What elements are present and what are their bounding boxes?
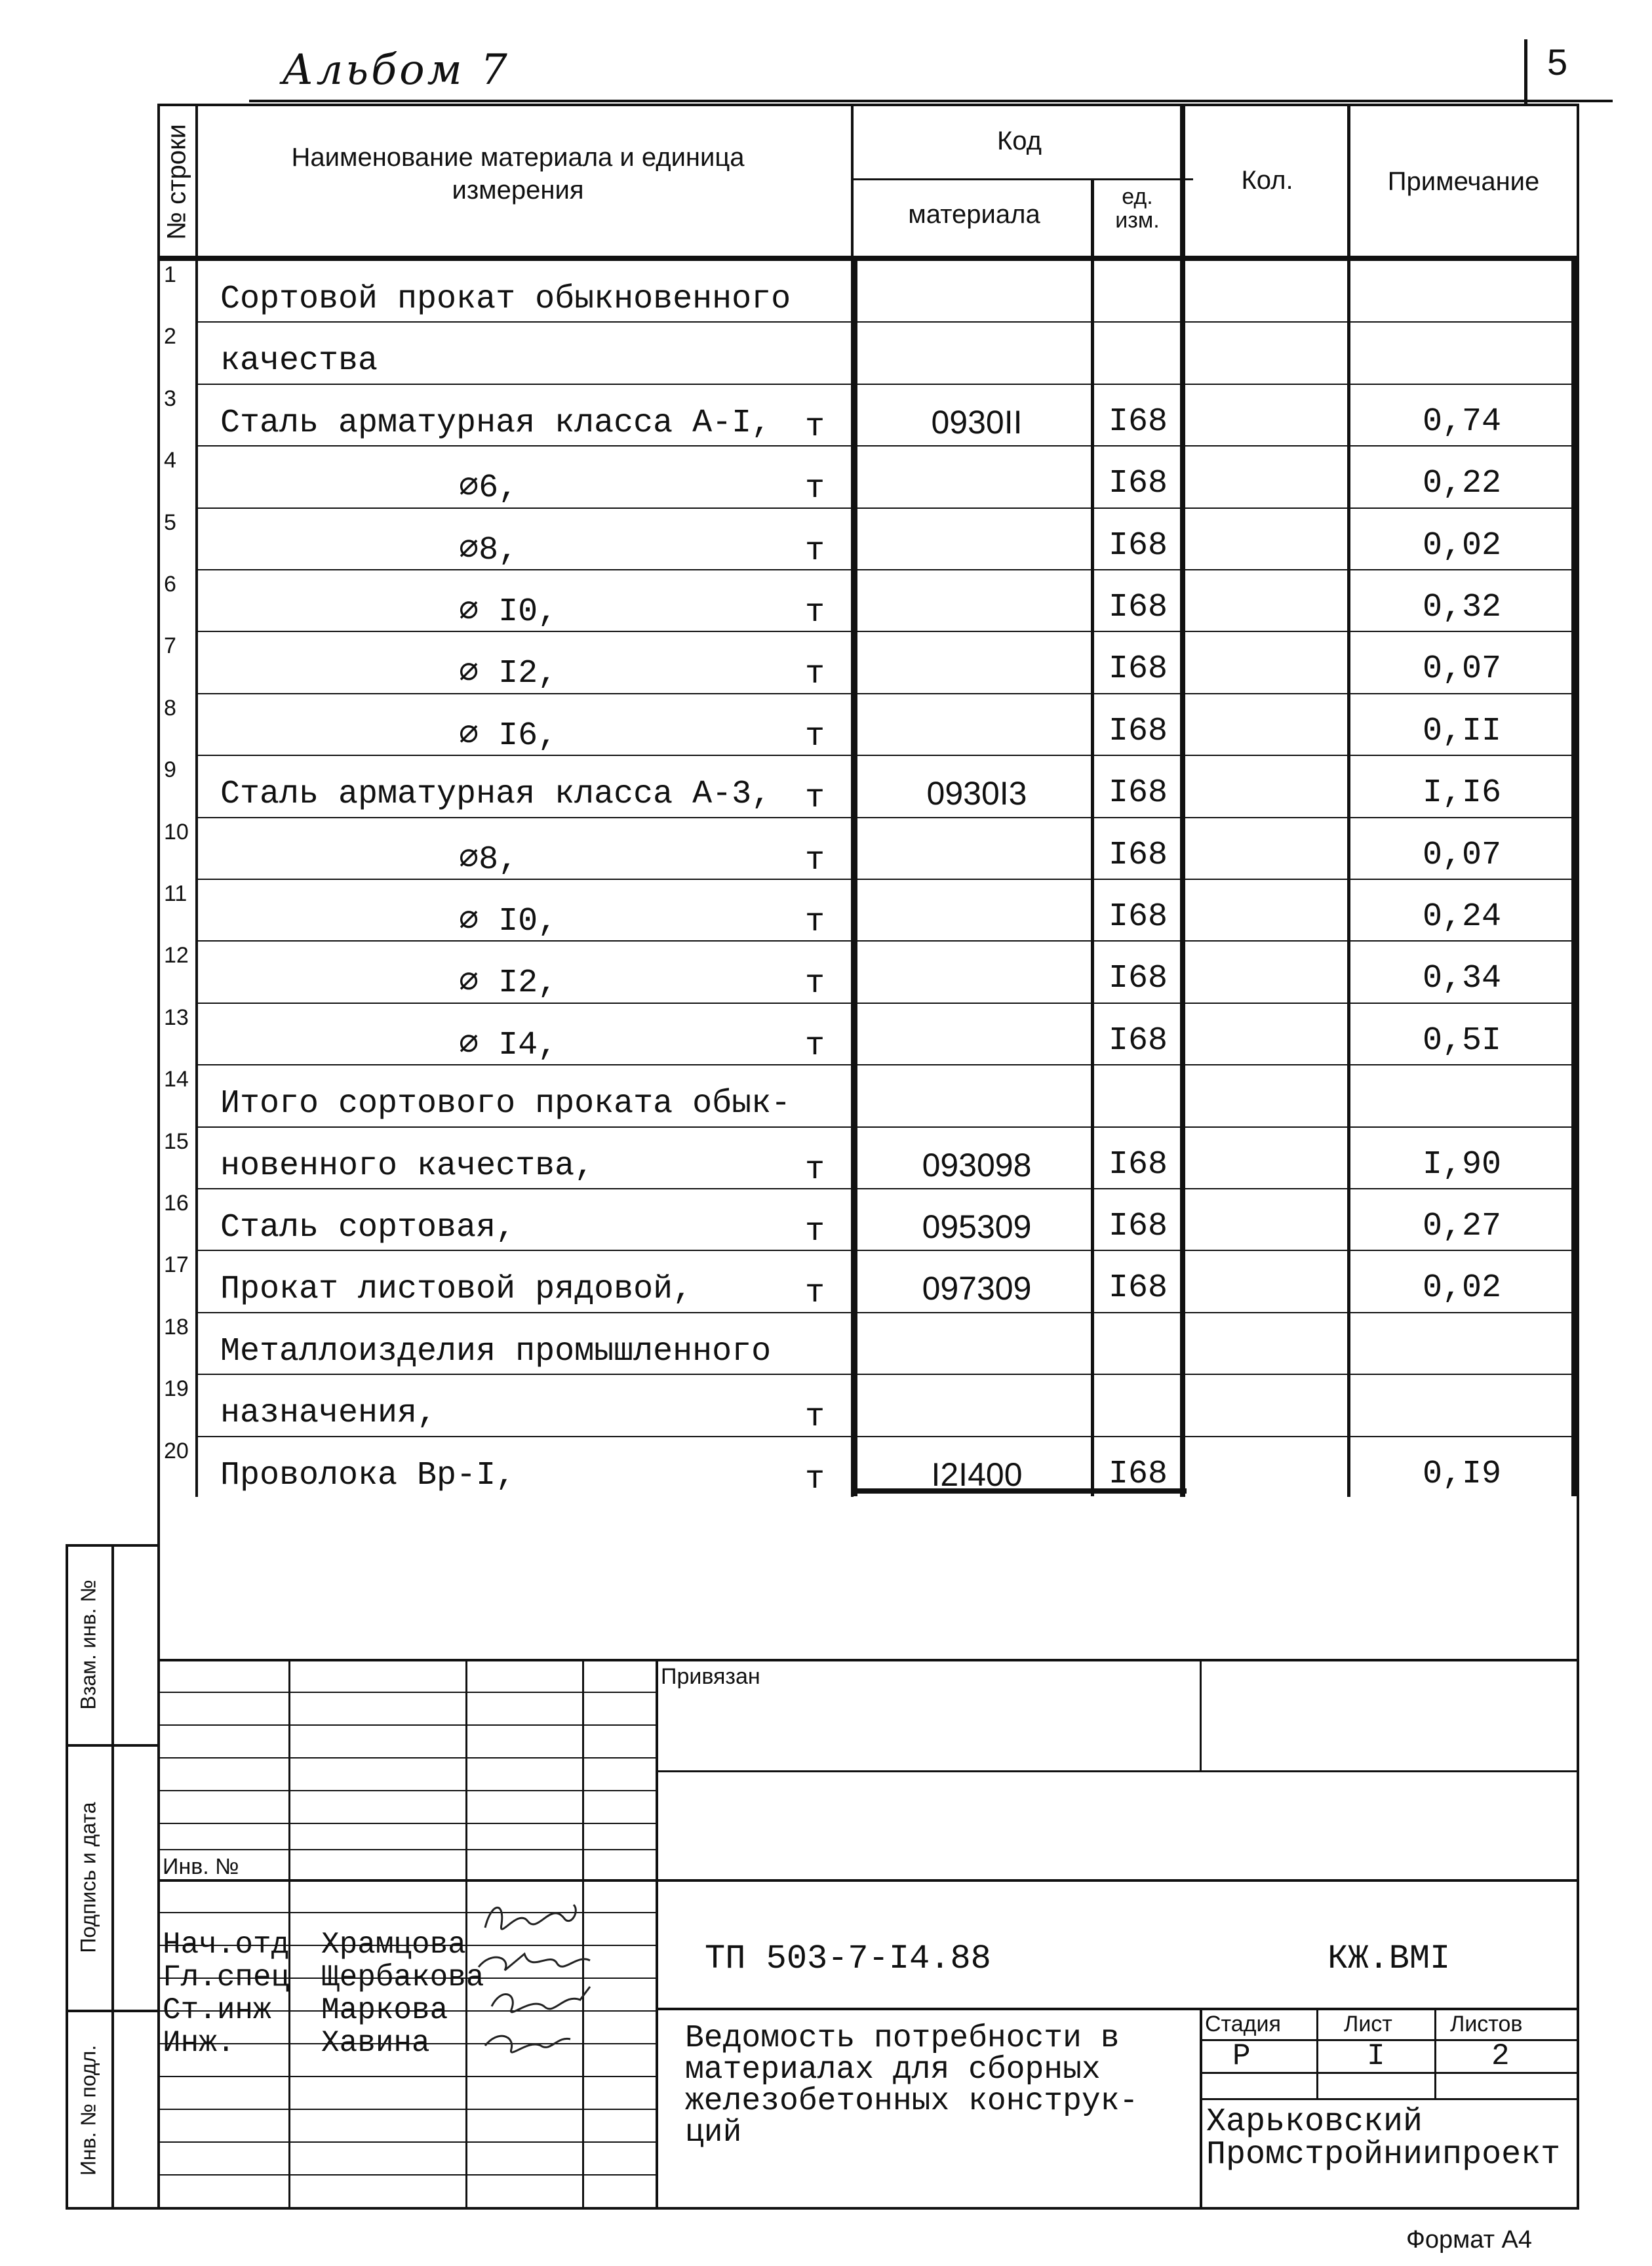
name-khramtsova: Храмцова	[321, 1928, 466, 1962]
inv-no-label: Инв. №	[163, 1854, 239, 1879]
unit-code: I68	[1108, 774, 1168, 812]
note-value: 0,32	[1422, 589, 1502, 626]
unit: т	[805, 656, 825, 693]
title-line-4: ций	[685, 2115, 742, 2151]
unit-code: I68	[1108, 650, 1168, 688]
format-label: Формат А4	[1406, 2226, 1533, 2254]
stage-label: Стадия	[1205, 2012, 1281, 2037]
unit: т	[805, 842, 825, 879]
code-unit-header: ед. изм.	[1115, 184, 1160, 233]
row-number-header: № строки	[162, 124, 191, 240]
row-separator	[197, 445, 1577, 447]
row-separator	[197, 1436, 1577, 1437]
note-header: Примечание	[1387, 167, 1540, 196]
row-number: 14	[164, 1067, 189, 1092]
unit-code: I68	[1108, 837, 1168, 874]
material-name: качества	[220, 342, 378, 380]
row-number: 18	[164, 1315, 189, 1340]
material-name: назначения,	[220, 1395, 437, 1432]
role-gl-spets: Гл.спец	[163, 1960, 290, 1995]
unit-code: I68	[1108, 403, 1168, 441]
row-separator	[197, 631, 1577, 632]
page-number: 5	[1547, 41, 1568, 83]
signature-khavina	[485, 2036, 570, 2052]
row-number: 11	[164, 881, 187, 906]
unit: т	[805, 1027, 825, 1065]
material-code: 0930II	[931, 404, 1023, 441]
unit: т	[805, 594, 825, 631]
row-separator	[197, 817, 1577, 818]
privyazan-label: Привязан	[661, 1664, 760, 1689]
material-name: ⌀ I4,	[459, 1027, 558, 1064]
unit-code: I68	[1108, 713, 1168, 750]
unit: т	[805, 1461, 825, 1498]
note-value: 0,5I	[1422, 1022, 1502, 1060]
note-value: 0,02	[1422, 1269, 1502, 1307]
row-number: 13	[164, 1005, 189, 1030]
name-header: Наименование материала и единица измерения	[291, 143, 745, 205]
material-name: ⌀6,	[459, 469, 519, 507]
organization	[1206, 2103, 1561, 2174]
role-st-inzh: Ст.инж	[163, 1993, 271, 2027]
material-name: Проволока Вр-I,	[220, 1457, 516, 1494]
unit-code: I68	[1108, 465, 1168, 502]
document-mark: КЖ.ВМI	[1328, 1939, 1451, 1978]
album-underline	[249, 100, 1613, 102]
material-name: Прокат листовой рядовой,	[220, 1271, 693, 1308]
row-number: 5	[164, 510, 176, 535]
material-name: ⌀ I0,	[459, 903, 558, 940]
material-name: Сталь арматурная класса А-3,	[220, 776, 772, 813]
row-separator	[197, 693, 1577, 694]
row-separator	[197, 1064, 1577, 1065]
unit: т	[805, 470, 825, 507]
row-number: 4	[164, 448, 176, 473]
unit-code: I68	[1108, 527, 1168, 565]
row-separator	[197, 569, 1577, 570]
row-number: 9	[164, 757, 176, 782]
unit-code: I68	[1108, 1456, 1168, 1493]
note-value: 0,07	[1422, 837, 1502, 874]
note-value: I,90	[1422, 1146, 1502, 1183]
signature-khramtsova	[485, 1905, 576, 1929]
note-value: 0,24	[1422, 898, 1502, 936]
row-number: 16	[164, 1191, 189, 1216]
row-separator	[197, 321, 1577, 323]
material-name: ⌀ I0,	[459, 593, 558, 631]
unit-code: I68	[1108, 960, 1168, 997]
material-name: Сталь сортовая,	[220, 1209, 516, 1246]
row-number: 8	[164, 696, 176, 721]
material-name: Сортовой прокат обыкновенного	[220, 281, 791, 318]
note-value: 0,74	[1422, 403, 1502, 441]
podpis-data-label: Подпись и дата	[76, 1802, 100, 1953]
signature-markova	[492, 1987, 590, 2012]
material-name: ⌀ I6,	[459, 717, 558, 755]
unit-code: I68	[1108, 1269, 1168, 1307]
note-value: 0,27	[1422, 1208, 1502, 1245]
name-khavina: Хавина	[321, 2026, 430, 2060]
note-value: 0,07	[1422, 650, 1502, 688]
row-number: 7	[164, 633, 176, 658]
sheet-value: I	[1367, 2039, 1385, 2073]
material-name: ⌀ I2,	[459, 964, 558, 1002]
unit: т	[805, 1151, 825, 1189]
name-shcherbakova: Щербакова	[321, 1960, 484, 1995]
material-name: новенного качества,	[220, 1147, 595, 1185]
signatures	[465, 1888, 636, 2072]
unit: т	[805, 718, 825, 755]
row-number: 17	[164, 1252, 189, 1277]
row-separator	[197, 1126, 1577, 1128]
row-number: 2	[164, 324, 176, 349]
note-value: 0,22	[1422, 465, 1502, 502]
stage-value: Р	[1232, 2039, 1251, 2073]
organization-line-1: Харьковский	[1206, 2103, 1423, 2141]
signature-shcherbakova	[479, 1954, 590, 1970]
name-markova: Маркова	[321, 1993, 448, 2027]
material-name: ⌀8,	[459, 532, 519, 569]
vzam-inv-label: Взам. инв. №	[76, 1580, 100, 1710]
row-separator	[197, 755, 1577, 756]
unit-code: I68	[1108, 1022, 1168, 1060]
title-line-2: материалах для сборных	[685, 2052, 1101, 2088]
row-number: 1	[164, 262, 176, 287]
qty-header: Кол.	[1241, 166, 1293, 195]
unit: т	[805, 1399, 825, 1436]
row-separator	[197, 1250, 1577, 1251]
title-line-1: Ведомость потребности в	[685, 2021, 1120, 2056]
row-separator	[197, 507, 1577, 509]
row-number: 20	[164, 1439, 189, 1463]
sheets-label: Листов	[1450, 2012, 1523, 2037]
role-inzh: Инж.	[163, 2026, 235, 2060]
material-code: 097309	[922, 1270, 1032, 1307]
unit: т	[805, 1213, 825, 1250]
unit-code: I68	[1108, 1146, 1168, 1183]
unit: т	[805, 532, 825, 570]
unit: т	[805, 1275, 825, 1312]
unit-code: I68	[1108, 589, 1168, 626]
row-number: 15	[164, 1129, 189, 1154]
material-code: 095309	[922, 1208, 1032, 1245]
code-header: Код	[996, 127, 1042, 155]
row-separator	[197, 879, 1577, 880]
page-number-divider	[1524, 39, 1527, 105]
row-separator	[197, 384, 1577, 385]
sheets-value: 2	[1491, 2039, 1510, 2073]
row-separator	[197, 1374, 1577, 1375]
row-number: 6	[164, 572, 176, 597]
role-nach-otd: Нач.отд	[163, 1928, 290, 1962]
inv-podl-label: Инв. № подл.	[76, 2044, 100, 2176]
material-name: ⌀8,	[459, 841, 519, 879]
album-title: Альбом 7	[282, 46, 510, 94]
document-code: ТП 503-7-I4.88	[705, 1939, 991, 1978]
unit: т	[805, 780, 825, 817]
organization-line-2: Промстройниипроект	[1206, 2136, 1561, 2174]
row-separator	[197, 1312, 1577, 1313]
unit: т	[805, 408, 825, 446]
row-number: 3	[164, 386, 176, 411]
row-number: 19	[164, 1376, 189, 1401]
unit: т	[805, 904, 825, 941]
note-value: 0,II	[1422, 713, 1502, 750]
sheet-label: Лист	[1344, 2012, 1392, 2037]
material-code: 0930I3	[926, 775, 1027, 812]
row-separator	[197, 1188, 1577, 1189]
row-number: 12	[164, 943, 189, 968]
document-title	[685, 2023, 1138, 2149]
unit: т	[805, 965, 825, 1003]
note-value: 0,34	[1422, 960, 1502, 997]
material-code: 093098	[922, 1147, 1032, 1183]
material-name: Сталь арматурная класса А-I,	[220, 405, 772, 442]
material-name: Итого сортового проката обык-	[220, 1085, 791, 1123]
row-number: 10	[164, 820, 189, 845]
row-separator	[197, 940, 1577, 942]
note-value: I,I6	[1422, 774, 1502, 812]
material-code: I2I400	[931, 1456, 1023, 1493]
unit-code: I68	[1108, 898, 1168, 936]
note-value: 0,I9	[1422, 1456, 1502, 1493]
material-name: Металлоизделия промышленного	[220, 1333, 772, 1370]
title-line-3: железобетонных конструк-	[685, 2084, 1139, 2119]
note-value: 0,02	[1422, 527, 1502, 565]
code-material-header: материала	[908, 200, 1040, 229]
unit-code: I68	[1108, 1208, 1168, 1245]
material-name: ⌀ I2,	[459, 655, 558, 692]
row-separator	[197, 1003, 1577, 1004]
